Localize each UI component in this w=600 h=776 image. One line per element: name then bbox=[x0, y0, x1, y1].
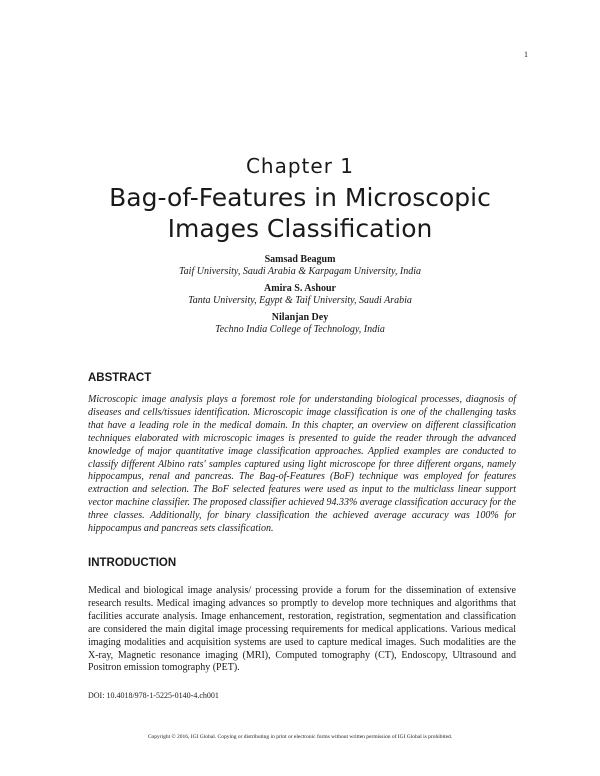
chapter-label: Chapter 1 bbox=[245, 154, 355, 178]
abstract-heading: ABSTRACT bbox=[88, 372, 152, 384]
author-name: Samsad Beagum bbox=[264, 254, 336, 265]
doi: DOI: 10.4018/978-1-5225-0140-4.ch001 bbox=[88, 691, 219, 700]
abstract-text: Microscopic image analysis plays a foremost role for understanding biological processes, diagnosis of diseases and cells/tissues identification. Microscopic image classification is one of the challenging tasks that have a leading role in the medical domain. In this chapter, an overview on different classification techniques elaborated with microscopic images is presented to guide the reader through the advanced knowledge of major quantitative image classification approaches. Applied examples are conducted to classify different Albino rats' samples captured using light microscope for three different organs, namely hippocampus, renal and pancreas. The Bag-of-Features (BoF) technique was employed for features extraction and selection. The BoF selected features were used as input to the multiclass linear support vector machine classifier. The proposed classifier achieved 94.33% average classification accuracy for the three classes. Additionally, for binary classification the achieved average accuracy was 100% for hippocampus and pancreas sets classification. bbox=[88, 394, 516, 535]
introduction-heading: INTRODUCTION bbox=[88, 557, 177, 569]
chapter-title bbox=[0, 182, 600, 244]
author-block bbox=[0, 283, 600, 307]
author-list bbox=[0, 254, 600, 341]
title-line: Bag-of-Features in Microscopic bbox=[109, 183, 491, 212]
author-block bbox=[0, 254, 600, 278]
author-affiliation: Tanta University, Egypt & Taif University, Saudi Arabia bbox=[188, 295, 412, 306]
author-name: Amira S. Ashour bbox=[264, 283, 336, 294]
author-block bbox=[0, 312, 600, 336]
page-number: 1 bbox=[524, 50, 528, 59]
introduction-text: Medical and biological image analysis/ processing provide a forum for the dissemination of extensive research results. Medical imaging advances so promptly to develop more techniques and algorithms that facilities accurate analysis. Image enhancement, restoration, registration, segmentation and classification are considered the main digital image processing requirements for medical applications. Various medical imaging modalities and acquisition systems are used to capture medical images. Such modalities are the X-ray, Magnetic resonance imaging (MRI), Computed tomography (CT), Endoscopy, Ultrasound and Positron emission tomography (PET). bbox=[88, 585, 516, 674]
title-line: Images Classification bbox=[167, 214, 433, 243]
author-affiliation: Taif University, Saudi Arabia & Karpagam University, India bbox=[179, 266, 421, 277]
author-affiliation: Techno India College of Technology, India bbox=[215, 324, 385, 335]
author-name: Nilanjan Dey bbox=[271, 312, 329, 323]
copyright-notice: Copyright © 2016, IGI Global. Copying or distributing in print or electronic forms without written permission of IGI Global is prohibited. bbox=[147, 734, 453, 740]
